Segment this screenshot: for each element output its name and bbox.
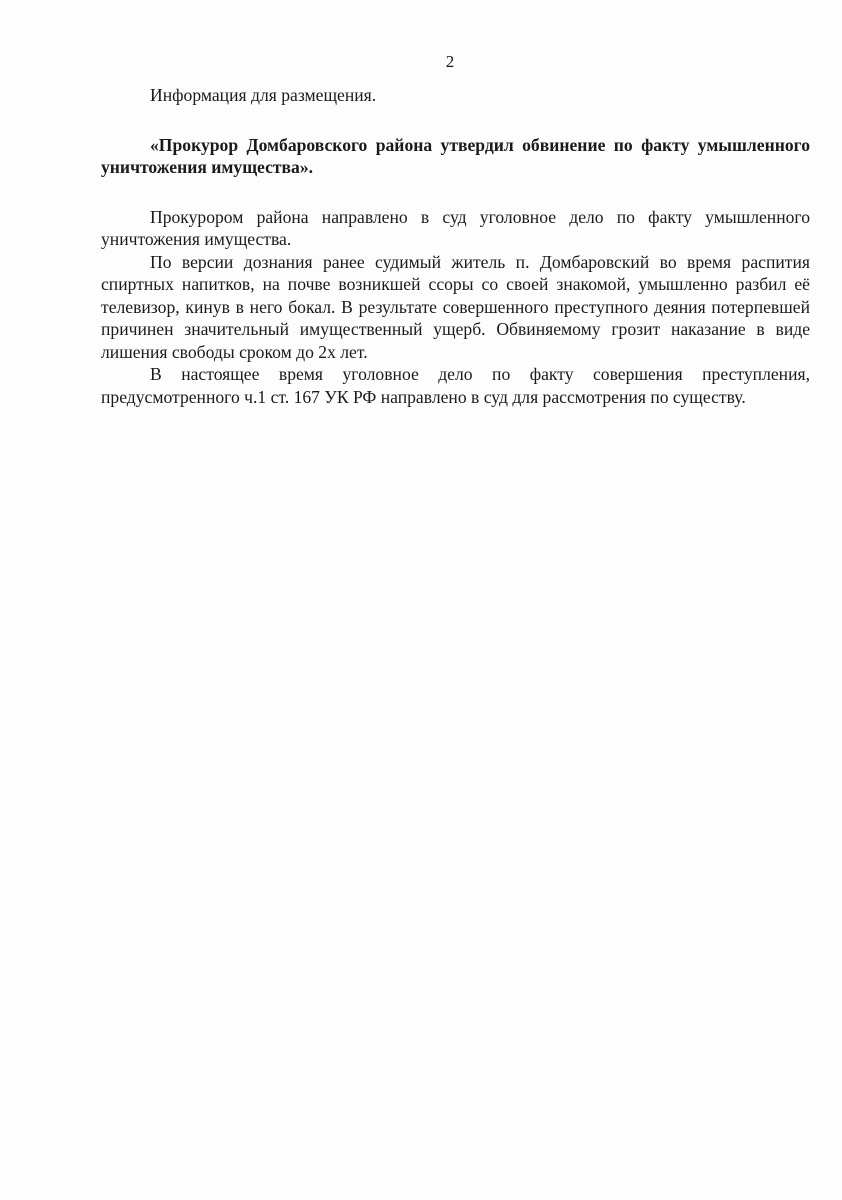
press-release-text — [101, 206, 810, 409]
paragraph: Прокурором района направлено в суд уголовное дело по факту умышленного уничтожения имущества. — [101, 206, 810, 249]
press-release-headline: «Прокурор Домбаровского района утвердил обвинение по факту умышленного уничтожения имущества». — [101, 134, 810, 177]
intro-line: Информация для размещения. — [150, 85, 377, 105]
paragraph: В настоящее время уголовное дело по факту совершения преступления, предусмотренного ч.1 ст. 167 УК РФ направлено в суд для рассмотрения по существу. — [101, 364, 810, 407]
page-number: 2 — [445, 52, 455, 71]
paragraph: По версии дознания ранее судимый житель п. Домбаровский во время распития спиртных напитков, на почве возникшей ссоры со своей знакомой, умышленно разбил её телевизор, кинув в него бокал. В результате совершенного преступного деяния потерпевшей причинен значительный имущественный ущерб. Обвиняемому грозит наказание в виде лишения свободы сроком до 2х лет. — [101, 251, 810, 362]
document-body — [101, 84, 810, 408]
